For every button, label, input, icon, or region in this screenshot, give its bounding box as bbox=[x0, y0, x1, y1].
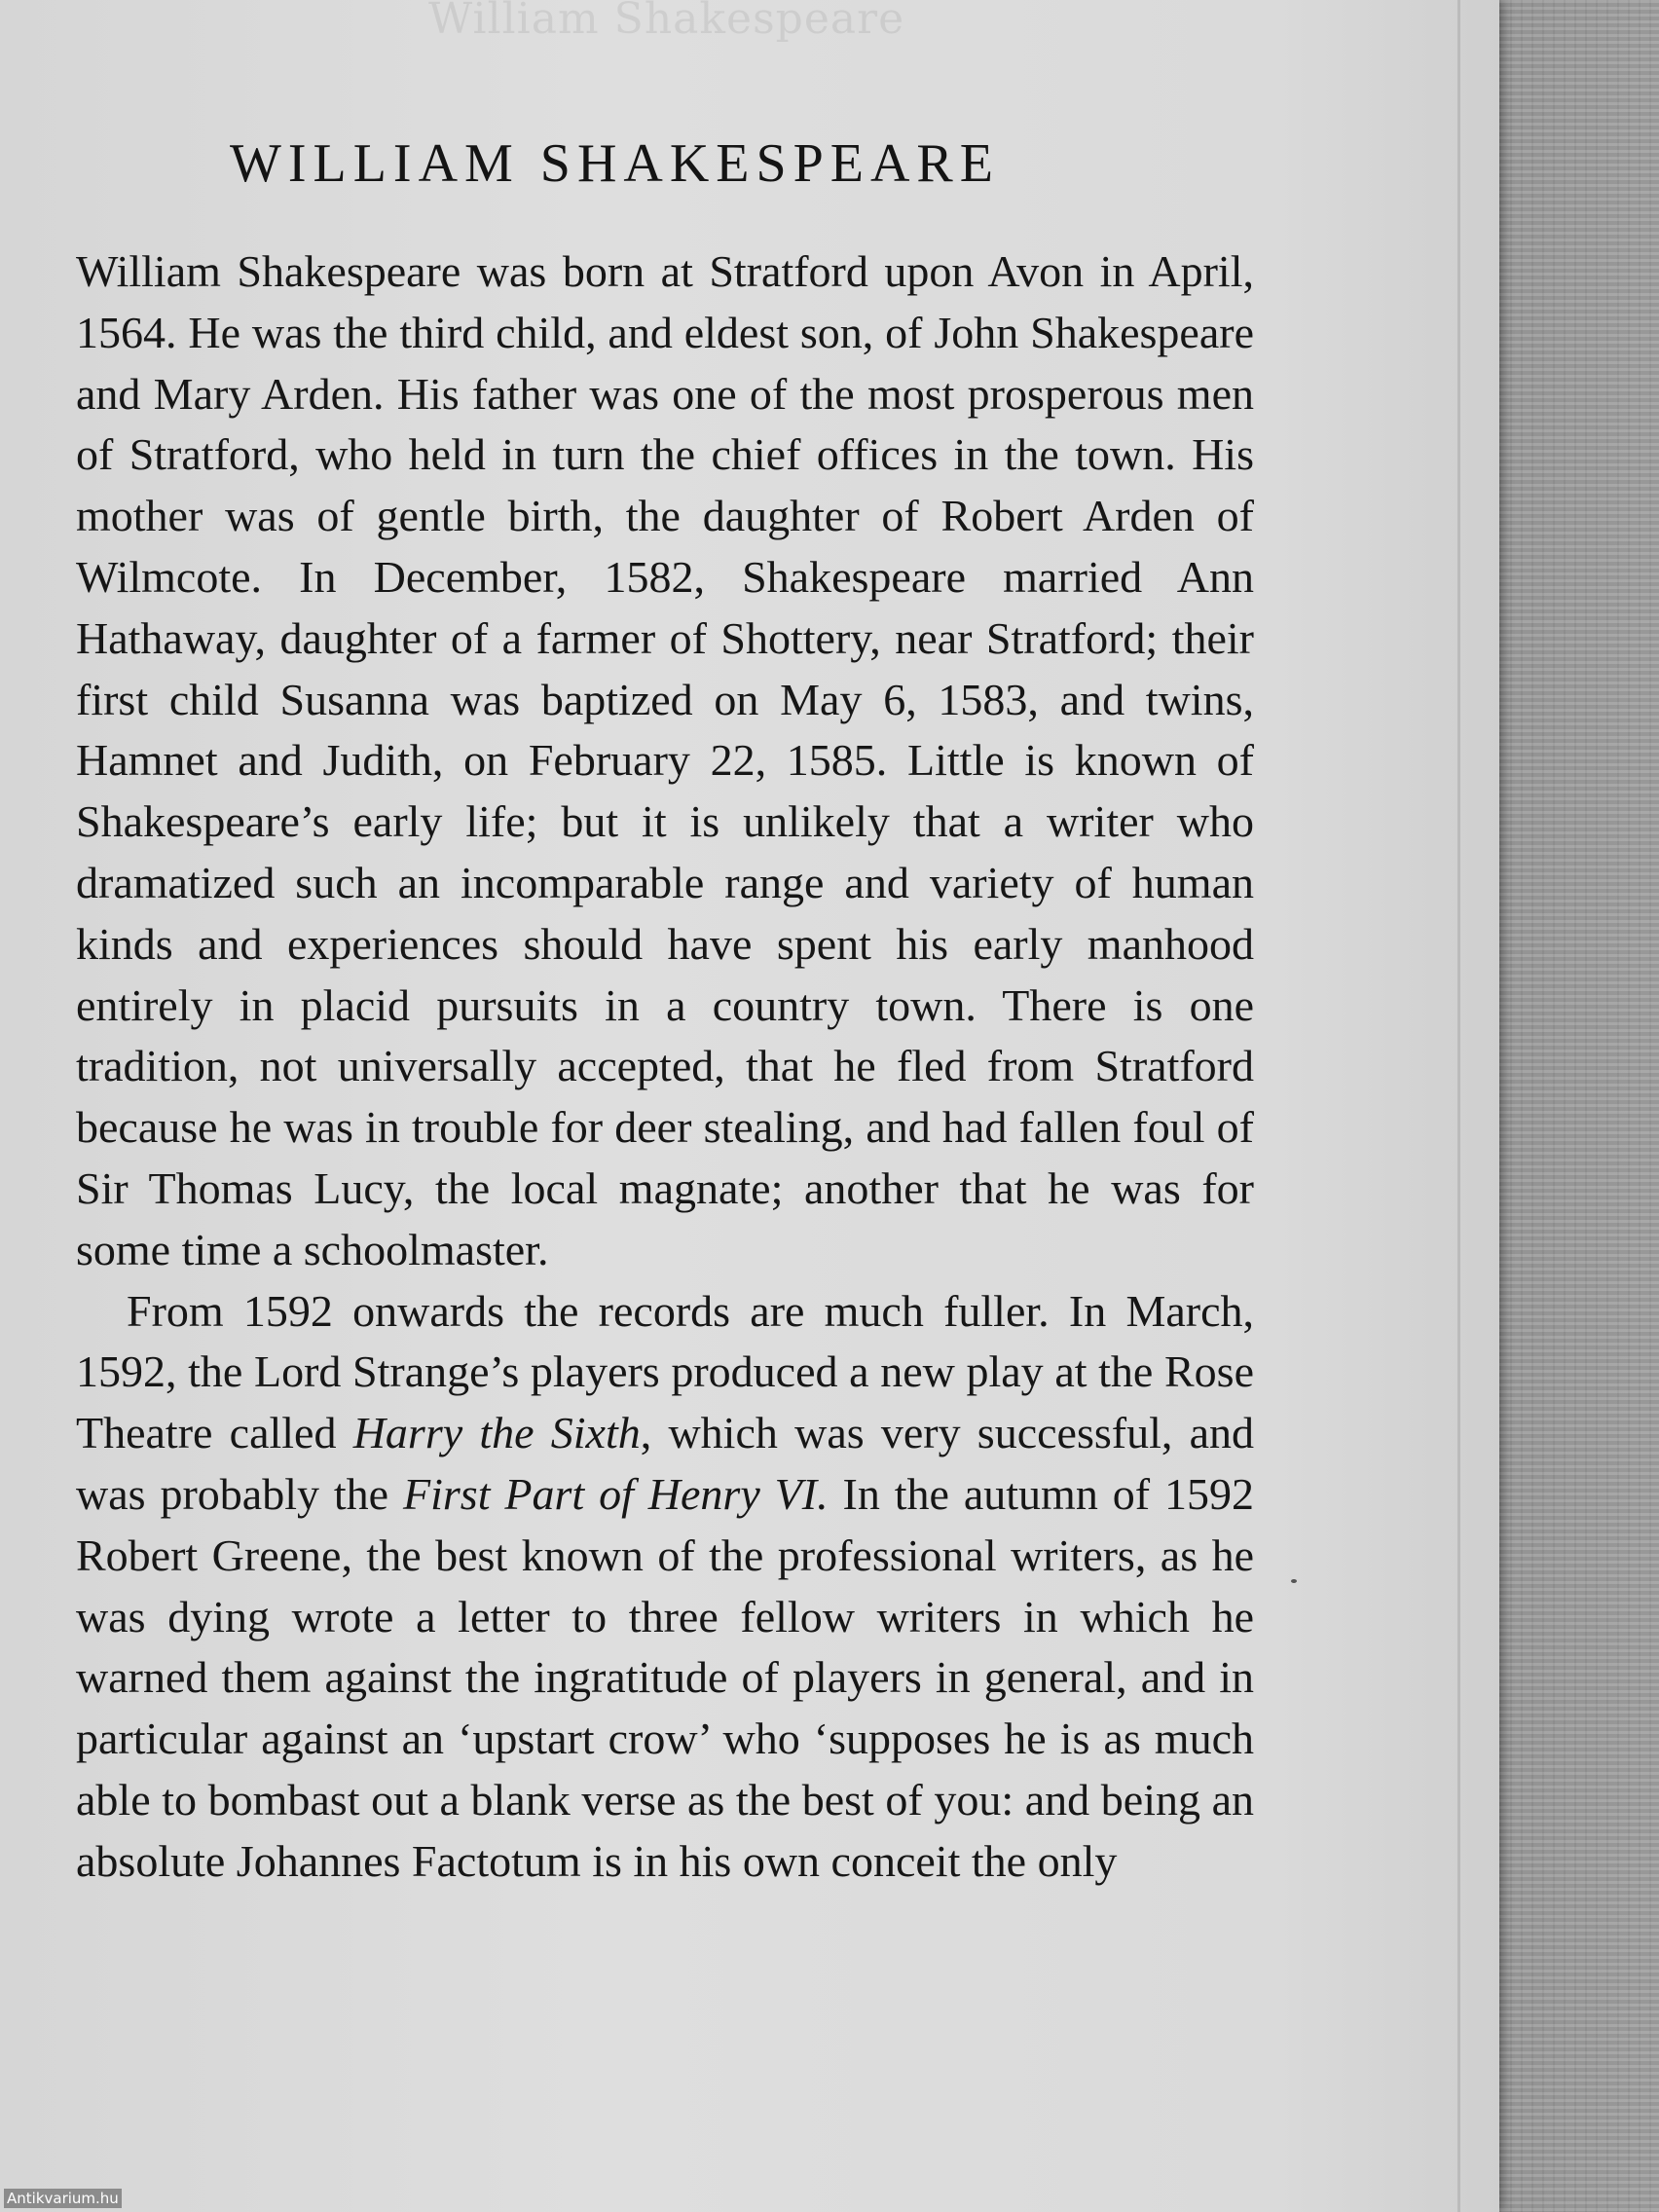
paragraph-2-text-b: , which was very successful, and was probably the bbox=[76, 1408, 1254, 1519]
play-title-harry-the-sixth: Harry the Sixth bbox=[352, 1408, 641, 1458]
paragraph-2-text-c: In the autumn of 1592 Robert Greene, the best known of the professional writers, as he was dying wrote a letter to three fellow writers in which he warned them against the ingratitude of players in general, and in particular against an ‘upstart crow’ who ‘supposes he is as much able to bombast out a blank verse as the best of you: and being an absolute Johannes Factotum is in his own conceit the only bbox=[76, 1468, 1254, 1886]
page-gutter-edge bbox=[1457, 0, 1460, 2212]
ink-speck bbox=[1291, 1579, 1297, 1583]
page-title: WILLIAM SHAKESPEARE bbox=[230, 133, 1000, 194]
bleed-through-text: William Shakespeare bbox=[428, 0, 905, 44]
paragraph-2 bbox=[76, 1281, 1254, 1893]
paragraph-1: William Shakespeare was born at Stratford upon Avon in April, 1564. He was the third child, and eldest son, of John Shakespeare and Mary Arden. His father was one of the most prosperous men of Stratford, who held in turn the chief offices in the town. His mother was of gentle birth, the daughter of Robert Arden of Wilmcote. In December, 1582, Shakespeare married Ann Hathaway, daughter of a farmer of Shottery, near Stratford; their first child Susanna was baptized on May 6, 1583, and twins, Hamnet and Judith, on February 22, 1585. Little is known of Shakespeare’s early life; but it is unlikely that a writer who dramatized such an incomparable range and variety of human kinds and experiences should have spent his early manhood entirely in placid pursuits in a country town. There is one tradition, not universally accepted, that he fled from Stratford because he was in trouble for deer stealing, and had fallen foul of Sir Thomas Lucy, the local magnate; another that he was for some time a schoolmaster. bbox=[76, 246, 1254, 1274]
play-title-henry-vi: First Part of Henry VI. bbox=[403, 1468, 829, 1519]
wooden-surface bbox=[1499, 0, 1659, 2212]
watermark-logo: Antikvarium.hu bbox=[4, 2189, 122, 2208]
paragraph-2-text-a: From 1592 onwards the records are much fuller. In March, 1592, the Lord Strange’s players produced a new play at the Rose Theatre called bbox=[76, 1285, 1254, 1458]
body-text bbox=[76, 241, 1254, 1893]
